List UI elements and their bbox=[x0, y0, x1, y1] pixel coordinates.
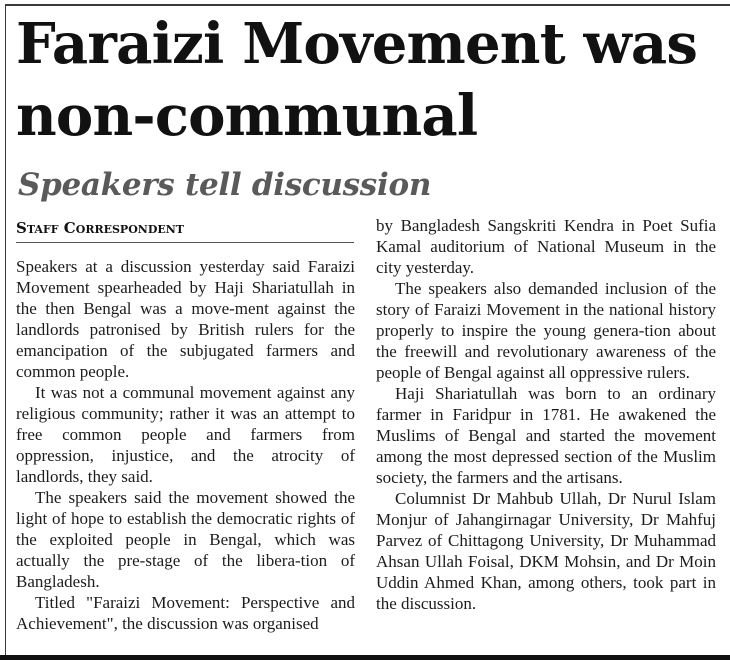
bottom-border-bar bbox=[0, 655, 730, 660]
paragraph: Titled "Faraizi Movement: Perspective and Achievement", the discussion was organised bbox=[16, 593, 355, 633]
byline: Staff Correspondent bbox=[16, 218, 354, 243]
headline-line-2: non-communal bbox=[16, 83, 478, 149]
top-border-rule bbox=[5, 4, 730, 6]
headline-line-1: Faraizi Movement was bbox=[16, 11, 698, 77]
paragraph: It was not a communal movement against any religious community; rather it was an attempt to free common people and farmers from oppression, injustice, and the atrocity of landlords, they said. bbox=[16, 383, 355, 486]
paragraph: Columnist Dr Mahbub Ullah, Dr Nurul Islam Monjur of Jahangirnagar University, Dr Mahfuj Parvez of Chittagong University, Dr Muhammad Ahsan Ullah Foisal, DKM Mohsin, and Dr Moin Uddin Ahmed Khan, among others, took part in the discussion. bbox=[376, 489, 716, 613]
headline bbox=[16, 8, 726, 152]
paragraph: Haji Shariatullah was born to an ordinary farmer in Faridpur in 1781. He awakened the Muslims of Bengal and started the movement among the most depressed section of the Muslim society, the farmers and the artisans. bbox=[376, 384, 716, 487]
paragraph: The speakers also demanded inclusion of the story of Faraizi Movement in the national history properly to inspire the young genera-tion about the freewill and revolutionary awareness of the people of Bengal against all oppressive rulers. bbox=[376, 279, 716, 382]
subheadline: Speakers tell discussion bbox=[18, 167, 432, 203]
paragraph: Speakers at a discussion yesterday said Faraizi Movement spearheaded by Haji Shariatullah in the then Bengal was a move-ment against the landlords patronised by British rulers for the emancipation of the subjugated farmers and common people. bbox=[16, 257, 355, 381]
left-border-rule bbox=[5, 4, 6, 656]
article-column-left bbox=[16, 256, 355, 634]
article-column-right bbox=[376, 215, 716, 614]
paragraph: The speakers said the movement showed the light of hope to establish the democratic rights of the exploited people in Bengal, which was actually the pre-stage of the libera-tion of Bangladesh. bbox=[16, 488, 355, 591]
paragraph: by Bangladesh Sangskriti Kendra in Poet Sufia Kamal auditorium of National Museum in the city yesterday. bbox=[376, 216, 716, 277]
